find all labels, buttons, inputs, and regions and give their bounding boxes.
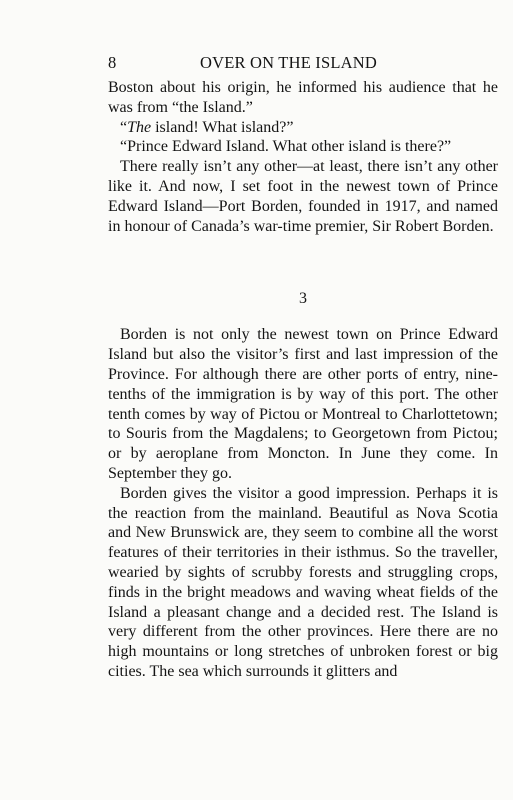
paragraph-text: island! What island?” — [151, 118, 294, 136]
paragraph: Borden is not only the newest town on Prince Edward Island but also the visitor’s first and last impression of the Province. For although there are other ports of entry, nine-tenths of the immigration is by way of this port. The other tenth comes by way of Pictou or Montreal to Charlottetown; to Souris from the Magdalens; to Georgetown from Pictou; or by aeroplane from Moncton. In June they come. In September they go. — [108, 326, 498, 482]
paragraph: Boston about his origin, he informed his audience that he was from “the Island.” — [108, 79, 498, 116]
body-text — [108, 78, 498, 682]
paragraph: “Prince Edward Island. What other island is there?” — [120, 138, 452, 156]
section-gap — [108, 236, 498, 289]
section-number: 3 — [299, 290, 307, 308]
page-number: 8 — [108, 53, 117, 72]
page-header — [108, 53, 498, 75]
running-head: OVER ON THE ISLAND — [200, 53, 377, 72]
paragraph: There really isn’t any other—at least, there isn’t any other like it. And now, I set foot in the newest town of Prince Edward Island—Port Borden, founded in 1917, and named in honour of Canada’s war-time premier, Sir Robert Borden. — [108, 158, 498, 235]
emphasis: The — [127, 118, 152, 136]
paragraph: Borden gives the visitor a good impression. Perhaps it is the reaction from the mainland. Beautiful as Nova Scotia and New Brunswick are, they seem to combine all the worst features of their territories in their isthmus. So the traveller, wearied by sights of scrubby forests and struggling crops, finds in the bright meadows and waving wheat fields of the Island a pleasant change and a decided rest. The Island is very different from the other provinces. Here there are no high mountains or long stretches of unbroken forest or big cities. The sea which surrounds it glitters and — [108, 484, 498, 680]
paragraph: “The island! What island?” — [120, 118, 294, 136]
